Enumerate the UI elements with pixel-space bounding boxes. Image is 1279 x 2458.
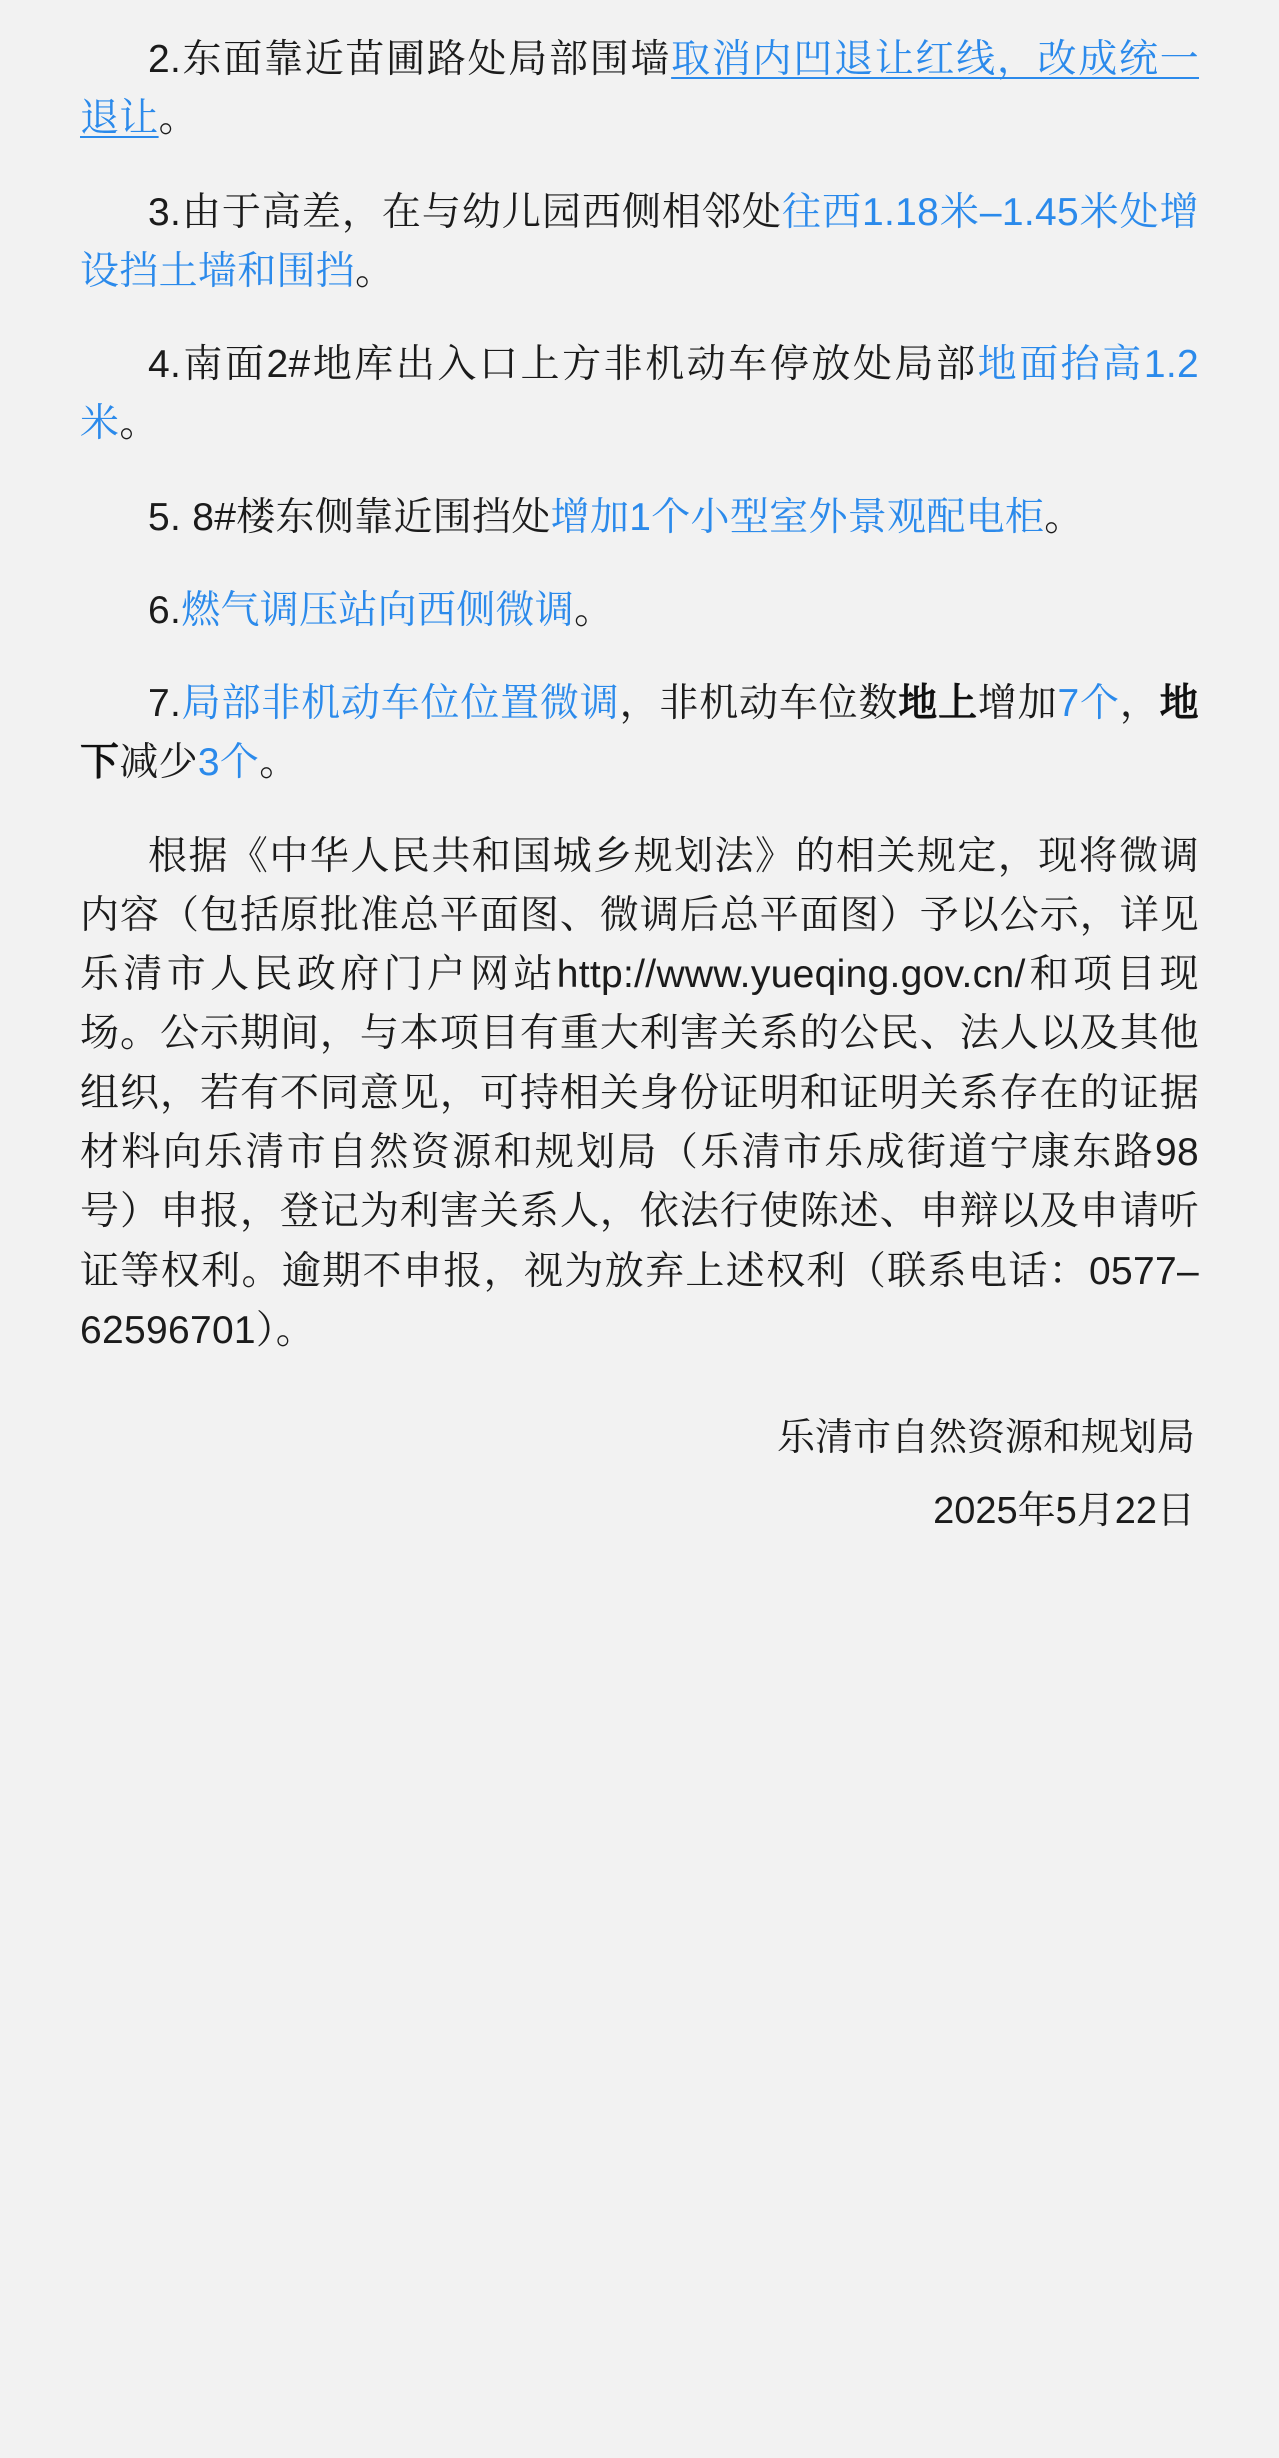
signature-date: 2025年5月22日	[933, 1489, 1195, 1532]
list-item-period: 。	[158, 97, 198, 141]
list-item-text: 由于高差，在与幼儿园西侧相邻处	[181, 190, 782, 234]
list-item-period: 。	[119, 402, 159, 446]
list-item-highlight: 燃气调压站向西侧微调	[181, 588, 575, 632]
list-item	[80, 30, 1199, 149]
list-item-text: 南面2#地库出入口上方非机动车停放处局部	[181, 343, 978, 387]
list-item	[80, 488, 1199, 547]
list-item	[80, 581, 1199, 640]
list-item-number: 6.	[148, 588, 182, 632]
signature-block	[80, 1406, 1199, 1543]
list-item-highlight: 取消内凹退让红线，改成统一退让	[80, 38, 1199, 141]
list-item-highlight: 地面抬高1.2米	[80, 343, 1199, 446]
list-item-highlight: 局部非机动车位位置微调	[181, 682, 620, 726]
list-item-number: 3.	[148, 190, 182, 234]
list-item	[80, 674, 1199, 793]
signature-organization: 乐清市自然资源和规划局	[776, 1417, 1195, 1460]
list-item-text: 增加	[977, 682, 1058, 726]
list-item-period: 。	[1044, 495, 1084, 539]
body-text-block	[80, 827, 1199, 1360]
list-item-number: 7.	[148, 682, 182, 726]
bottom-spacer	[80, 1551, 1199, 1611]
list-item-number: 4.	[148, 343, 182, 387]
list-item-period: 。	[574, 588, 614, 632]
list-item-bold: 地上	[898, 682, 978, 726]
list-item-highlight: 3个	[197, 741, 260, 785]
list-item-highlight: 增加1个小型室外景观配电柜	[550, 495, 1045, 539]
list-item	[80, 183, 1199, 302]
list-item-number: 5.	[148, 495, 182, 539]
list-item-text: ，	[1119, 682, 1160, 726]
list-item-highlight: 往西1.18米–1.45米处增设挡土墙和围挡	[80, 190, 1199, 293]
numbered-list	[80, 30, 1199, 793]
body-paragraph: 根据《中华人民共和国城乡规划法》的相关规定，现将微调内容（包括原批准总平面图、微调后总平面图）予以公示，详见乐清市人民政府门户网站http://www.yueqing.gov.cn/和项目现场。公示期间，与本项目有重大利害关系的公民、法人以及其他组织，若有不同意见，可持相关身份证明和证明关系存在的证据材料向乐清市自然资源和规划局（乐清市乐成街道宁康东路98号）申报，登记为利害关系人，依法行使陈述、申辩以及申请听证等权利。逾期不申报，视为放弃上述权利（联系电话：0577–62596701）。	[80, 834, 1199, 1352]
list-item-text: 减少	[119, 741, 198, 785]
list-item-period: 。	[355, 249, 395, 293]
list-item-highlight: 7个	[1057, 682, 1120, 726]
list-item-bold: 地下	[80, 682, 1199, 785]
list-item-number: 2.	[148, 38, 182, 81]
list-item-text-0-1: 东面靠近苗圃路处局部围墙	[181, 38, 672, 81]
list-item-text: ，非机动车位数	[619, 682, 899, 726]
list-item-period: 。	[259, 741, 299, 785]
list-item-text: 8#楼东侧靠近围挡处	[181, 495, 551, 539]
list-item	[80, 335, 1199, 454]
